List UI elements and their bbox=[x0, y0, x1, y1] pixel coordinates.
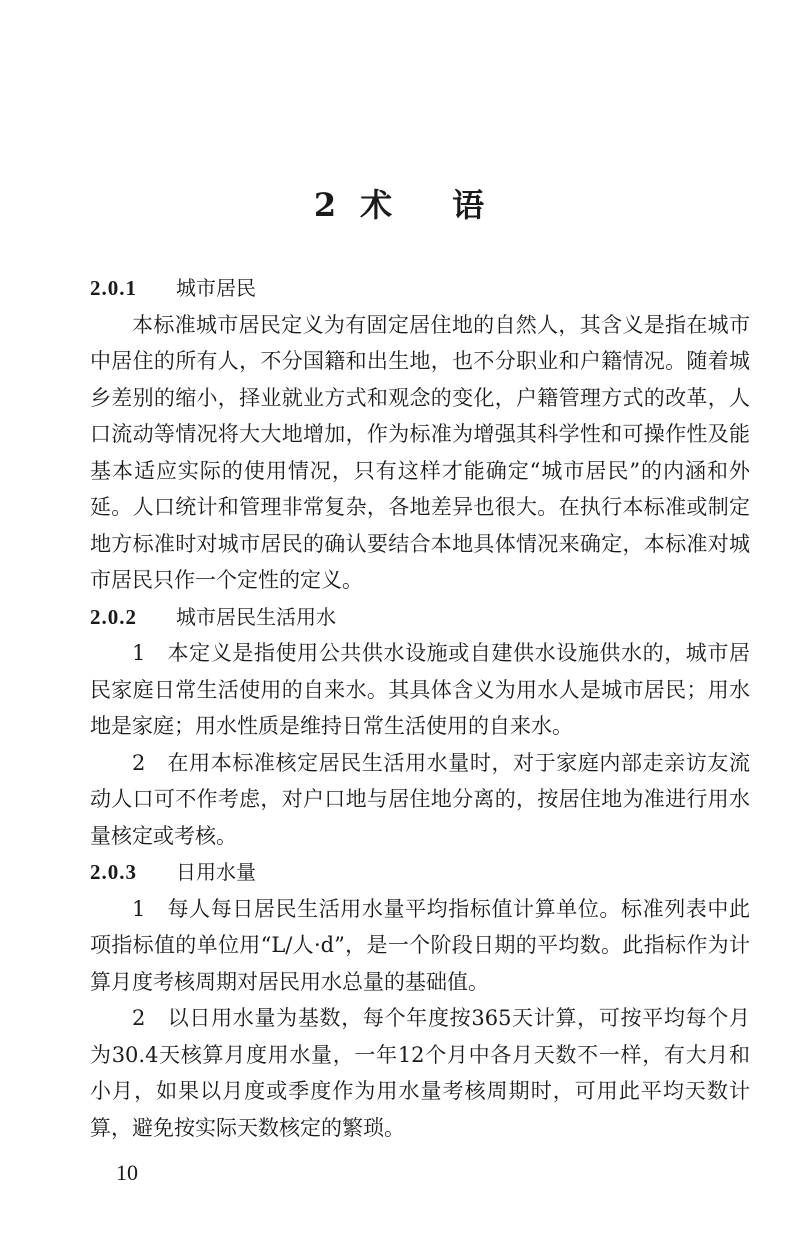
chapter-title-char-2: 语 bbox=[452, 186, 487, 224]
paragraph: 1 每人每日居民生活用水量平均指标值计算单位。标准列表中此项指标值的单位用“L/人·d”，是一个阶段日期的平均数。此指标作为计算月度考核周期对居民用水总量的基础值。 bbox=[90, 896, 750, 994]
paragraph: 1 本定义是指使用公共供水设施或自建供水设施供水的，城市居民家庭日常生活使用的自来水。其具体含义为用水人是城市居民；用水地是家庭；用水性质是维持日常生活使用的自来水。 bbox=[90, 641, 750, 738]
paragraph: 2 以日用水量为基数，每个年度按365天计算，可按平均每个月为30.4天核算月度用水量，一年12个月中各月天数不一样，有大月和小月，如果以月度或季度作为用水量考核周期时，可用此平均天数计算，避免按实际天数核定的繁琐。 bbox=[90, 1006, 750, 1140]
clause-number: 2.0.3 bbox=[90, 860, 137, 884]
clause-number: 2.0.1 bbox=[90, 276, 137, 300]
clause-title: 日用水量 bbox=[176, 860, 256, 884]
body-text bbox=[90, 270, 750, 1146]
chapter-heading bbox=[0, 180, 800, 226]
clause-title: 城市居民生活用水 bbox=[176, 604, 336, 629]
paragraph: 本标准城市居民定义为有固定居住地的自然人，其含义是指在城市中居住的所有人，不分国籍和出生地，也不分职业和户籍情况。随着城乡差别的缩小，择业就业方式和观念的变化，户籍管理方式的改革，人口流动等情况将大大地增加，作为标准为增强其科学性和可操作性及能基本适应实际的使用情况，只有这样才能确定“城市居民”的内涵和外延。人口统计和管理非常复杂，各地差异也很大。在执行本标准或制定地方标准时对城市居民的确认要结合本地具体情况来确定，本标准对城市居民只作一个定性的定义。 bbox=[90, 312, 750, 592]
clause-title: 城市居民 bbox=[176, 276, 256, 300]
clause-heading bbox=[90, 270, 750, 307]
chapter-title-char-1: 术 bbox=[360, 186, 395, 224]
paragraph: 2 在用本标准核定居民生活用水量时，对于家庭内部走亲访友流动人口可不作考虑，对户口地与居住地分离的，按居住地为准进行用水量核定或考核。 bbox=[90, 750, 750, 848]
clause-number: 2.0.2 bbox=[90, 604, 137, 629]
clause-heading bbox=[90, 854, 750, 891]
page-number: 10 bbox=[116, 1160, 138, 1185]
chapter-number: 2 bbox=[313, 186, 339, 224]
clause-heading bbox=[90, 599, 750, 636]
